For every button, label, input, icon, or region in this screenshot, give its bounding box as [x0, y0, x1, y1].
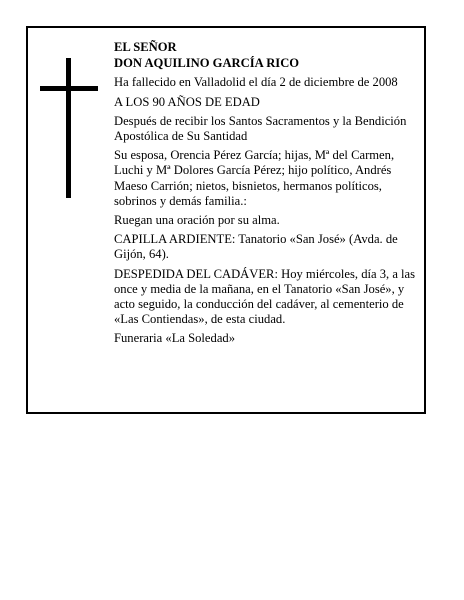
cross-horizontal-bar	[40, 86, 98, 91]
notice-title: EL SEÑOR	[114, 40, 177, 54]
notice-text	[114, 40, 426, 351]
sacraments-statement: Después de recibir los Santos Sacramentos y la Bendición Apostólica de Su Santidad	[114, 113, 407, 144]
prayer-request: Ruegan una oración por su alma.	[114, 213, 280, 228]
funeral-home: Funeraria «La Soledad»	[114, 331, 235, 346]
latin-cross-icon	[40, 58, 98, 198]
passing-statement: Ha fallecido en Valladolid el día 2 de diciembre de 2008	[114, 75, 398, 90]
age-statement: A LOS 90 AÑOS DE EDAD	[114, 94, 260, 109]
chapel-info: CAPILLA ARDIENTE: Tanatorio «San José» (Avda. de Gijón, 64).	[114, 232, 398, 262]
cross-vertical-bar	[66, 58, 71, 198]
deceased-name: DON AQUILINO GARCÍA RICO	[114, 56, 300, 71]
farewell-info: DESPEDIDA DEL CADÁVER: Hoy miércoles, día 3, a las once y media de la mañana, en el Tanatorio «San José», y acto seguido, la conducción del cadáver, al cementerio de «Las Contiendas», de esta ciudad.	[114, 266, 416, 327]
family-list: Su esposa, Orencia Pérez García; hijas, Mª del Carmen, Luchi y Mª Dolores García Pérez; hijo político, Andrés Maeso Carrión; nietos, bisnietos, hermanos políticos, sobrinos y demás familia.:	[114, 148, 395, 208]
obituary-notice	[26, 26, 426, 414]
